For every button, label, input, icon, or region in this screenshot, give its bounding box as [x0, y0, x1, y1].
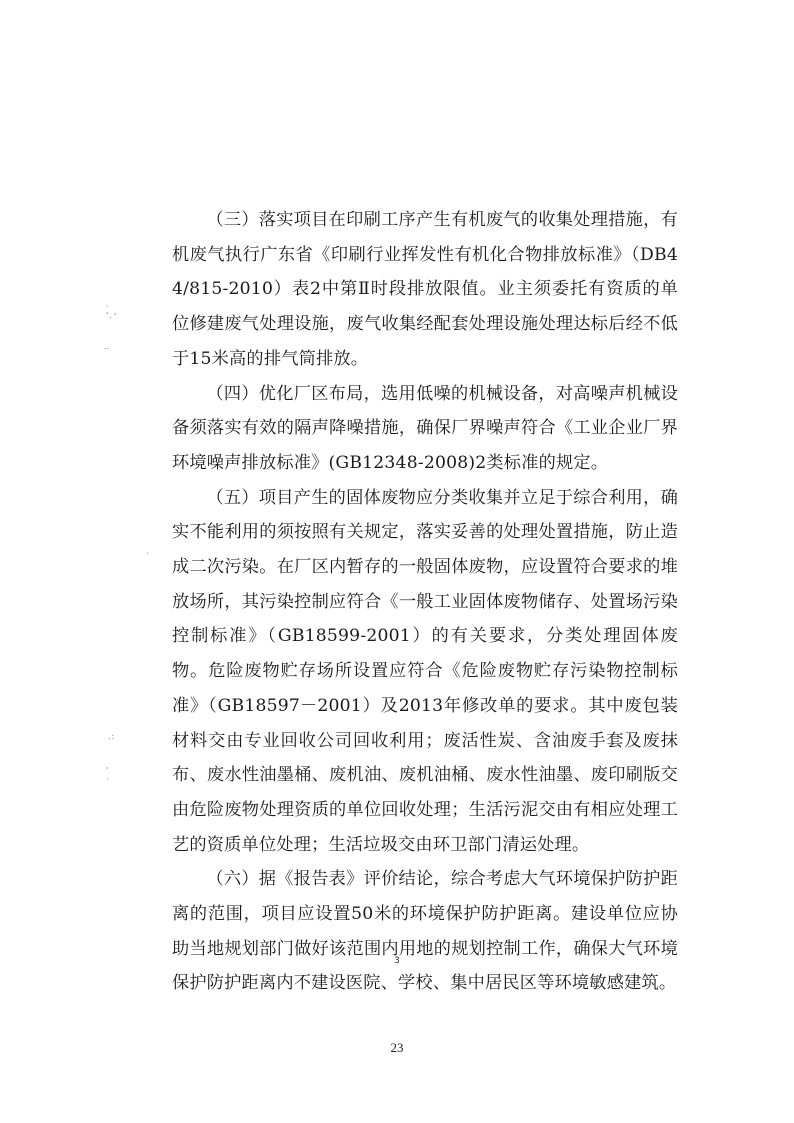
paragraph-3: （三）落实项目在印刷工序产生有机废气的收集处理措施，有机废气执行广东省《印刷行业挥发性有机化合物排放标准》（DB44/815-2010）表2中第Ⅱ时段排放限值。业主须委托有资质的单位修建废气处理设施，废气收集经配套处理设施处理达标后经不低于15米高的排气筒排放。: [172, 210, 678, 369]
scan-speck: · '.: [106, 302, 113, 320]
document-body: [172, 203, 678, 1001]
inner-page-number: 3: [394, 956, 400, 966]
scan-speck: ': [114, 312, 118, 321]
scan-speck: ' ·: [106, 766, 110, 784]
paragraph-6: （六）据《报告表》评价结论，综合考虑大气环境保护防护距离的范围，项目应设置50米的环境保护防护距离。建设单位应协助当地规划部门做好该范围内用地的规划控制工作，确保大气环境保护防护距离内不建设医院、学校、集中居民区等环境敏感建筑。: [172, 869, 678, 994]
scan-speck: ‥: [104, 342, 111, 351]
paragraph-5: （五）项目产生的固体废物应分类收集并立足于综合利用，确实不能利用的须按照有关规定，落实妥善的处理处置措施，防止造成二次污染。在厂区内暂存的一般固体废物，应设置符合要求的堆放场所，其污染控制应符合《一般工业固体废物储存、处置场污染控制标准》（GB18599-2001）的有关要求，分类处理固体废物。危险废物贮存场所设置应符合《危险废物贮存污染物控制标准》（GB18597－2001）及2013年修改单的要求。其中废包装材料交由专业回收公司回收利用；废活性炭、含油废手套及废抹布、废水性油墨桶、废机油、废机油桶、废水性油墨、废印刷版交由危险废物处理资质的单位回收处理；生活污泥交由有相应处理工艺的资质单位处理；生活垃圾交由环卫部门清运处理。: [172, 487, 678, 855]
outer-page-number: 23: [390, 1040, 404, 1055]
scan-speck: .:: [108, 732, 116, 741]
paragraph-4: （四）优化厂区布局，选用低噪的机械设备，对高噪声机械设备须落实有效的隔声降噪措施，确保厂界噪声符合《工业企业厂界环境噪声排放标准》(GB12348-2008)2类标准的规定。: [172, 383, 678, 473]
scan-speck: ·: [146, 549, 150, 558]
